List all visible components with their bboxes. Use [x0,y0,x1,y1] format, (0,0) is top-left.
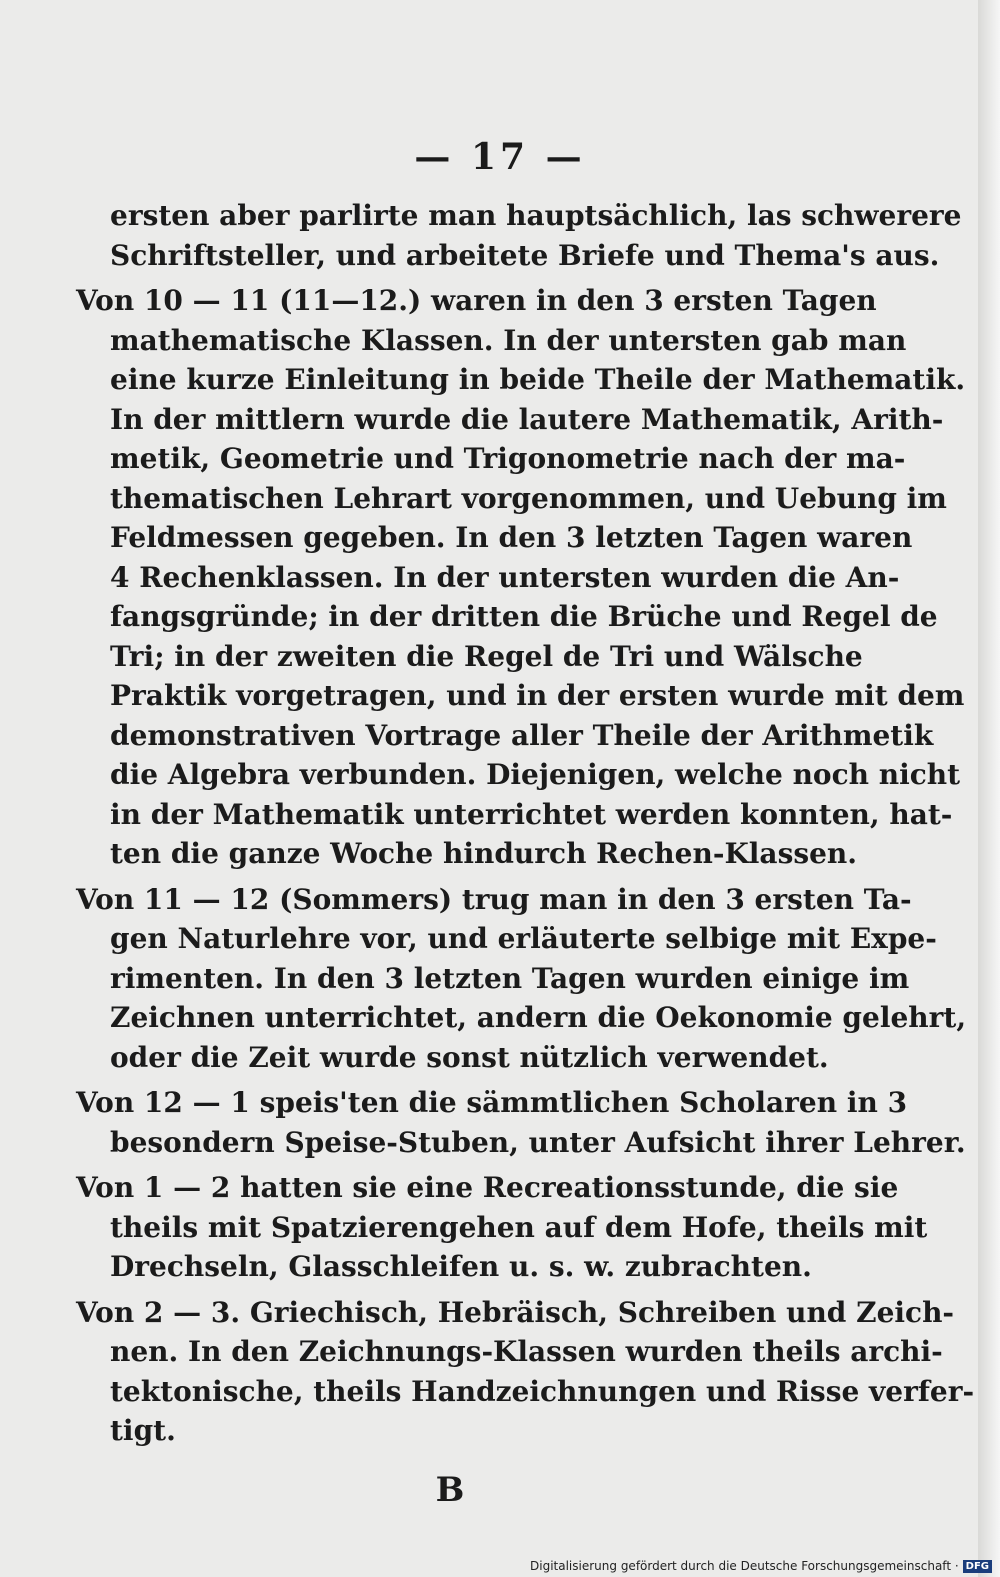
text-line: rimenten. In den 3 letzten Tagen wurden einige im [110,961,910,995]
digitization-footer [530,1559,992,1573]
paragraph [76,196,962,275]
text-line: Von 1 — 2 hatten sie eine Recreationsstunde, die sie [76,1171,899,1204]
text-line: die Algebra verbunden. Diejenigen, welche noch nicht [110,758,961,791]
text-line: Tri; in der zweiten die Regel de Tri und Wälsche [110,639,863,673]
text-line: mathematische Klassen. In der untersten gab man [110,323,907,357]
text-line: Schriftsteller, und arbeitete Briefe und Thema's aus. [110,238,940,272]
page-number: — 17 — [414,136,586,178]
paragraph [76,281,966,874]
text-line: thematischen Lehrart vorgenommen, und Uebung im [110,481,947,515]
text-line: gen Naturlehre vor, und erläuterte selbige mit Expe- [110,922,937,955]
text-line: Feldmessen gegeben. In den 3 letzten Tagen waren [110,521,913,554]
body-text [76,196,975,1457]
text-line: 4 Rechenklassen. In der untersten wurden die An- [110,560,900,594]
text-line: oder die Zeit wurde sonst nützlich verwendet. [110,1040,829,1074]
text-line: Von 12 — 1 speis'ten die sämmtlichen Scholaren in 3 [76,1086,908,1119]
dfg-logo-icon: DFG [963,1560,992,1573]
text-line: ersten aber parlirte man hauptsächlich, las schwerere [110,199,962,232]
signature-mark: B [435,1470,465,1510]
text-line: demonstrativen Vortrage aller Theile der Arithmetik [110,718,934,752]
text-line: fangsgründe; in der dritten die Brüche und Regel de [110,600,938,633]
paragraph [76,1168,928,1287]
text-line: nen. In den Zeichnungs-Klassen wurden theils archi- [110,1335,943,1368]
paragraph [76,880,967,1078]
text-line: Von 10 — 11 (11—12.) waren in den 3 ersten Tagen [76,284,877,317]
text-line: Von 2 — 3. Griechisch, Hebräisch, Schreiben und Zeich- [76,1295,955,1329]
text-line: theils mit Spatzierengehen auf dem Hofe, theils mit [110,1210,928,1244]
text-line: Zeichnen unterrichtet, andern die Oekonomie gelehrt, [110,1001,967,1034]
text-line: Von 11 — 12 (Sommers) trug man in den 3 ersten Ta- [76,882,912,916]
text-line: tektonische, theils Handzeichnungen und Risse verfer- [110,1374,975,1408]
paragraph [76,1083,966,1162]
footer-credit: Digitalisierung gefördert durch die Deutsche Forschungsgemeinschaft · [530,1559,959,1573]
text-line: Drechseln, Glasschleifen u. s. w. zubrachten. [110,1250,812,1283]
text-line: ten die ganze Woche hindurch Rechen-Klassen. [110,837,858,870]
paragraph [76,1293,975,1451]
text-line: tigt. [110,1414,176,1447]
text-line: In der mittlern wurde die lautere Mathematik, Arith- [110,402,944,436]
text-line: besondern Speise-Stuben, unter Aufsicht ihrer Lehrer. [110,1125,966,1159]
text-line: eine kurze Einleitung in beide Theile der Mathematik. [110,363,966,396]
page-edge-shadow [978,0,1000,1577]
text-line: in der Mathematik unterrichtet werden konnten, hat- [110,797,953,831]
text-line: Praktik vorgetragen, und in der ersten wurde mit dem [110,679,965,712]
text-line: metik, Geometrie und Trigonometrie nach der ma- [110,442,906,475]
